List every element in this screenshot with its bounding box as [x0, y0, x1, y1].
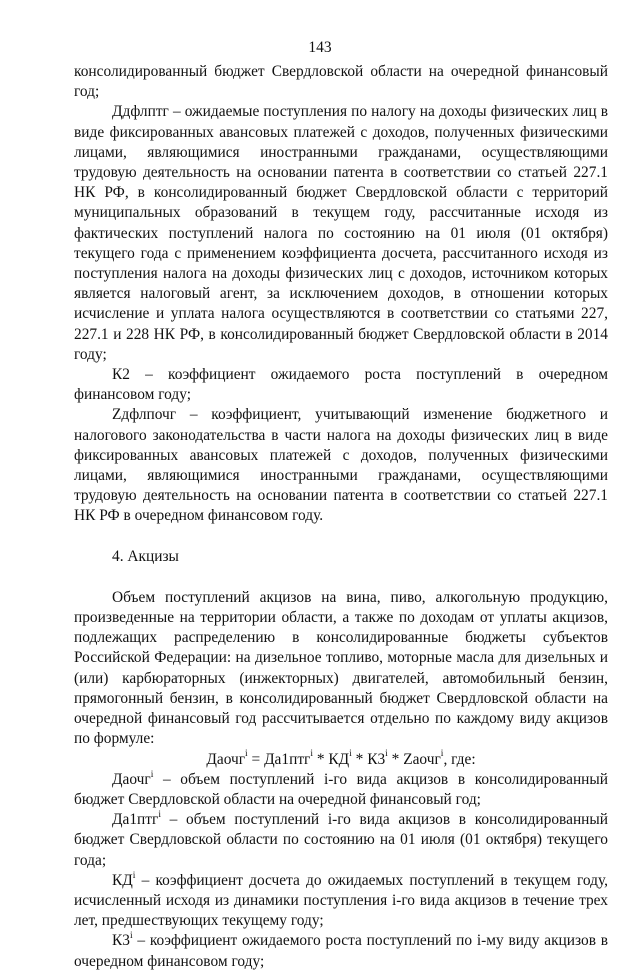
formula: Даочг$^i$ = $Да1птг^i * КД^i * К3^i$ * Zаочг$^i$, где: [206, 749, 476, 768]
document-body [74, 62, 608, 972]
definition-daochg: Даочг$^i$ – объем поступлений i-го вида акцизов в консолидированный бюджет Свердловской области на очередной финансовый год; [74, 769, 608, 808]
page-number: 143 [308, 39, 332, 56]
definition-da1ptg: Да1птг$^i$ – объем поступлений i-го вида акцизов в консолидированный бюджет Свердловской области по состоянию на 01 июля (01 октября) текущего года; [74, 809, 608, 869]
paragraph-zdflpochg: Zдфлпочг – коэффициент, учитывающий изменение бюджетного и налогового законодательства в части налога на доходы физических лиц в виде фиксированных авансовых платежей с доходов, полученных физическими лицами, являющимися иностранными гражданами, осуществляющими трудовую деятельность на основании патента в соответствии со статьей 227.1 НК РФ в очередном финансовом году. [74, 406, 608, 525]
intro-paragraph: Объем поступлений акцизов на вина, пиво, алкогольную продукцию, произведенные на территории области, а также по доходам от уплаты акцизов, подлежащих распределению в консолидированные бюджеты субъектов Российской Федерации: на дизельное топливо, моторные масла для дизельных и (или) карбюраторных (инжекторных) двигателей, автомобильный бензин, прямогонный бензин, в консолидированный бюджет Свердловской области на очередной финансовый год рассчитывается отдельно по каждому виду акцизов по формуле: [74, 588, 608, 748]
section-heading: 4. Акцизы [112, 547, 179, 565]
definition-k3: К3$^i$ – коэффициент ожидаемого роста поступлений по i-му виду акцизов в очередном финансовом году; [74, 931, 608, 970]
paragraph-ddflptg: Ддфлптг – ожидаемые поступления по налогу на доходы физических лиц в виде фиксированных авансовых платежей с доходов, полученных физическими лицами, являющимися иностранными гражданами, осуществляющими трудовую деятельность на основании патента в соответствии со статьей 227.1 НК РФ, в консолидированный бюджет Свердловской области с территорий муниципальных образований в текущем году, рассчитанные исходя из фактических поступлений налога по состоянию на 01 июля (01 октября) текущего года с применением коэффициента досчета, рассчитанного исходя из поступления налога на доходы физических лиц с доходов, источником которых является налоговый агент, за исключением доходов, в отношении которых исчисление и уплата налога осуществляются в соответствии со статьями 227, 227.1 и 228 НК РФ, в консолидированный бюджет Свердловской области в 2014 году; [74, 103, 608, 363]
paragraph-k2: К2 – коэффициент ожидаемого роста поступлений в очередном финансовом году; [74, 366, 608, 404]
paragraph-continuation: консолидированный бюджет Свердловской области на очередной финансовый год; [74, 63, 608, 101]
definition-kd: $КД^i$ – коэффициент досчета до ожидаемых поступлений в текущем году, исчисленный исходя из динамики поступления i-го вида акцизов в течение трех лет, предшествующих текущему году; [74, 870, 608, 930]
